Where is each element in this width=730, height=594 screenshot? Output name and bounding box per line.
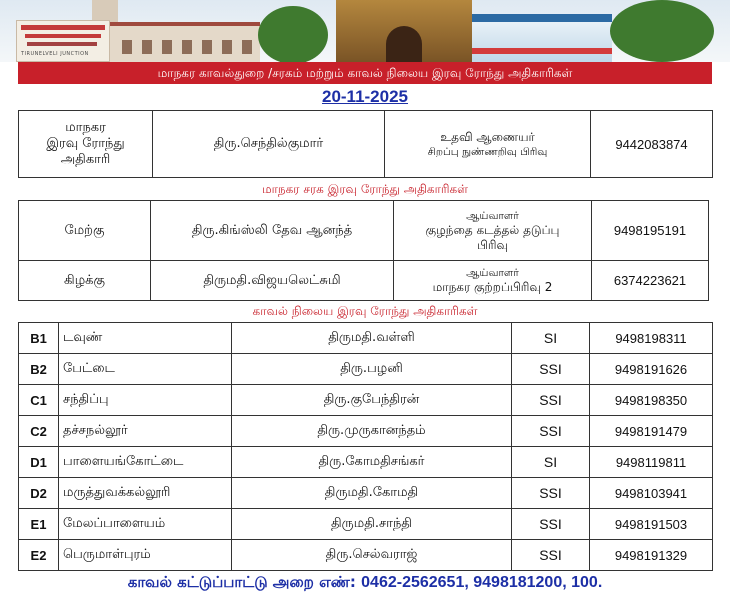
role-label-line: இரவு ரோந்து bbox=[46, 136, 125, 151]
station-code-cell: E2 bbox=[19, 540, 59, 571]
station-name-cell: சந்திப்பு bbox=[59, 385, 232, 416]
officer-name-cell: திரு.பழனி bbox=[232, 354, 512, 385]
table-row bbox=[19, 385, 713, 416]
unit-text: மாநகர குற்றப்பிரிவு 2 bbox=[432, 280, 553, 294]
phone-cell: 9498195191 bbox=[592, 201, 709, 261]
role-label-line: மாநகர bbox=[65, 120, 106, 135]
designation-cell bbox=[394, 201, 592, 261]
rank-cell: SSI bbox=[512, 509, 590, 540]
phone-cell: 9498198350 bbox=[590, 385, 713, 416]
page-title: மாநகர காவல்துறை /சரகம் மற்றும் காவல் நிலைய இரவு ரோந்து அதிகாரிகள் bbox=[157, 66, 573, 80]
railway-station-graphic bbox=[110, 22, 260, 62]
table-row bbox=[19, 261, 709, 301]
officer-name-cell: திரு.செந்தில்குமார் bbox=[153, 111, 385, 178]
header-banner-image bbox=[0, 0, 730, 62]
range-officers-heading: மாநகர சரக இரவு ரோந்து அதிகாரிகள் bbox=[262, 182, 468, 196]
unit-text: சிறப்பு நுண்ணறிவு பிரிவு bbox=[427, 145, 548, 158]
station-code-cell: D1 bbox=[19, 447, 59, 478]
phone-cell: 9498191503 bbox=[590, 509, 713, 540]
unit-text: பிரிவு bbox=[476, 237, 509, 252]
role-label-cell bbox=[19, 111, 153, 178]
rank-cell: SSI bbox=[512, 540, 590, 571]
table-row bbox=[19, 416, 713, 447]
station-code-cell: D2 bbox=[19, 478, 59, 509]
rank-cell: SI bbox=[512, 323, 590, 354]
date-heading bbox=[0, 86, 730, 108]
phone-cell: 9498119811 bbox=[590, 447, 713, 478]
temple-gopuram-graphic bbox=[336, 0, 472, 62]
station-code-cell: C2 bbox=[19, 416, 59, 447]
station-code-cell: B1 bbox=[19, 323, 59, 354]
logo-text: TIRUNELVELI JUNCTION bbox=[21, 51, 89, 57]
rank-cell: SSI bbox=[512, 354, 590, 385]
designation-text: உதவி ஆணையர் bbox=[440, 129, 535, 144]
phone-cell: 9498191329 bbox=[590, 540, 713, 571]
station-code-cell: E1 bbox=[19, 509, 59, 540]
clock-tower-graphic bbox=[92, 0, 118, 22]
station-name-cell: தச்சநல்லூர் bbox=[59, 416, 232, 447]
station-logo bbox=[16, 20, 110, 62]
rank-cell: SSI bbox=[512, 478, 590, 509]
station-name-cell: பாளையங்கோட்டை bbox=[59, 447, 232, 478]
tree-graphic bbox=[258, 6, 328, 62]
station-name-cell: பெருமாள்புரம் bbox=[59, 540, 232, 571]
rank-cell: SI bbox=[512, 447, 590, 478]
control-room-numbers: 0462-2562651, 9498181200, 100. bbox=[361, 574, 603, 591]
phone-cell: 9498103941 bbox=[590, 478, 713, 509]
table-row bbox=[19, 478, 713, 509]
city-officer-table bbox=[18, 110, 713, 178]
station-name-cell: டவுண் bbox=[59, 323, 232, 354]
unit-text: குழந்தை கடத்தல் தடுப்பு bbox=[425, 222, 560, 237]
officer-name-cell: திருமதி.விஜயலெட்சுமி bbox=[151, 261, 394, 301]
table-row bbox=[19, 323, 713, 354]
designation-cell bbox=[385, 111, 591, 178]
designation-cell bbox=[394, 261, 592, 301]
table-row bbox=[19, 540, 713, 571]
station-officers-table bbox=[18, 322, 713, 571]
designation-text: ஆய்வாளர் bbox=[466, 209, 519, 222]
bus-graphic bbox=[472, 14, 612, 62]
rank-cell: SSI bbox=[512, 416, 590, 447]
phone-cell: 6374223621 bbox=[592, 261, 709, 301]
station-name-cell: மருத்துவக்கல்லூரி bbox=[59, 478, 232, 509]
officer-name-cell: திரு.செல்வராஜ் bbox=[232, 540, 512, 571]
officer-name-cell: திருமதி.வள்ளி bbox=[232, 323, 512, 354]
role-label-line: அதிகாரி bbox=[60, 152, 111, 167]
table-row bbox=[19, 509, 713, 540]
control-room-label: காவல் கட்டுப்பாட்டு அறை எண்: bbox=[127, 573, 356, 591]
officer-name-cell: திரு.குபேந்திரன் bbox=[232, 385, 512, 416]
tree-graphic bbox=[610, 0, 714, 62]
station-code-cell: C1 bbox=[19, 385, 59, 416]
station-name-cell: பேட்டை bbox=[59, 354, 232, 385]
officer-name-cell: திருமதி.சாந்தி bbox=[232, 509, 512, 540]
phone-cell: 9498191479 bbox=[590, 416, 713, 447]
table-row bbox=[19, 201, 709, 261]
phone-cell: 9442083874 bbox=[591, 111, 713, 178]
station-name-cell: மேலப்பாளையம் bbox=[59, 509, 232, 540]
officer-name-cell: திரு.கிங்ஸ்லி தேவ ஆனந்த் bbox=[151, 201, 394, 261]
date-text: 20-11-2025 bbox=[321, 87, 409, 106]
officer-name-cell: திருமதி.கோமதி bbox=[232, 478, 512, 509]
table-row bbox=[19, 111, 713, 178]
station-code-cell: B2 bbox=[19, 354, 59, 385]
table-row bbox=[19, 447, 713, 478]
station-officers-heading: காவல் நிலைய இரவு ரோந்து அதிகாரிகள் bbox=[252, 304, 478, 318]
table-row bbox=[19, 354, 713, 385]
range-cell: கிழக்கு bbox=[19, 261, 151, 301]
rank-cell: SSI bbox=[512, 385, 590, 416]
range-cell: மேற்கு bbox=[19, 201, 151, 261]
officer-name-cell: திரு.கோமதிசங்கர் bbox=[232, 447, 512, 478]
officer-name-cell: திரு.முருகானந்தம் bbox=[232, 416, 512, 447]
phone-cell: 9498191626 bbox=[590, 354, 713, 385]
designation-text: ஆய்வாளர் bbox=[466, 267, 519, 279]
title-bar bbox=[18, 62, 712, 84]
range-officers-table bbox=[18, 200, 709, 301]
phone-cell: 9498198311 bbox=[590, 323, 713, 354]
